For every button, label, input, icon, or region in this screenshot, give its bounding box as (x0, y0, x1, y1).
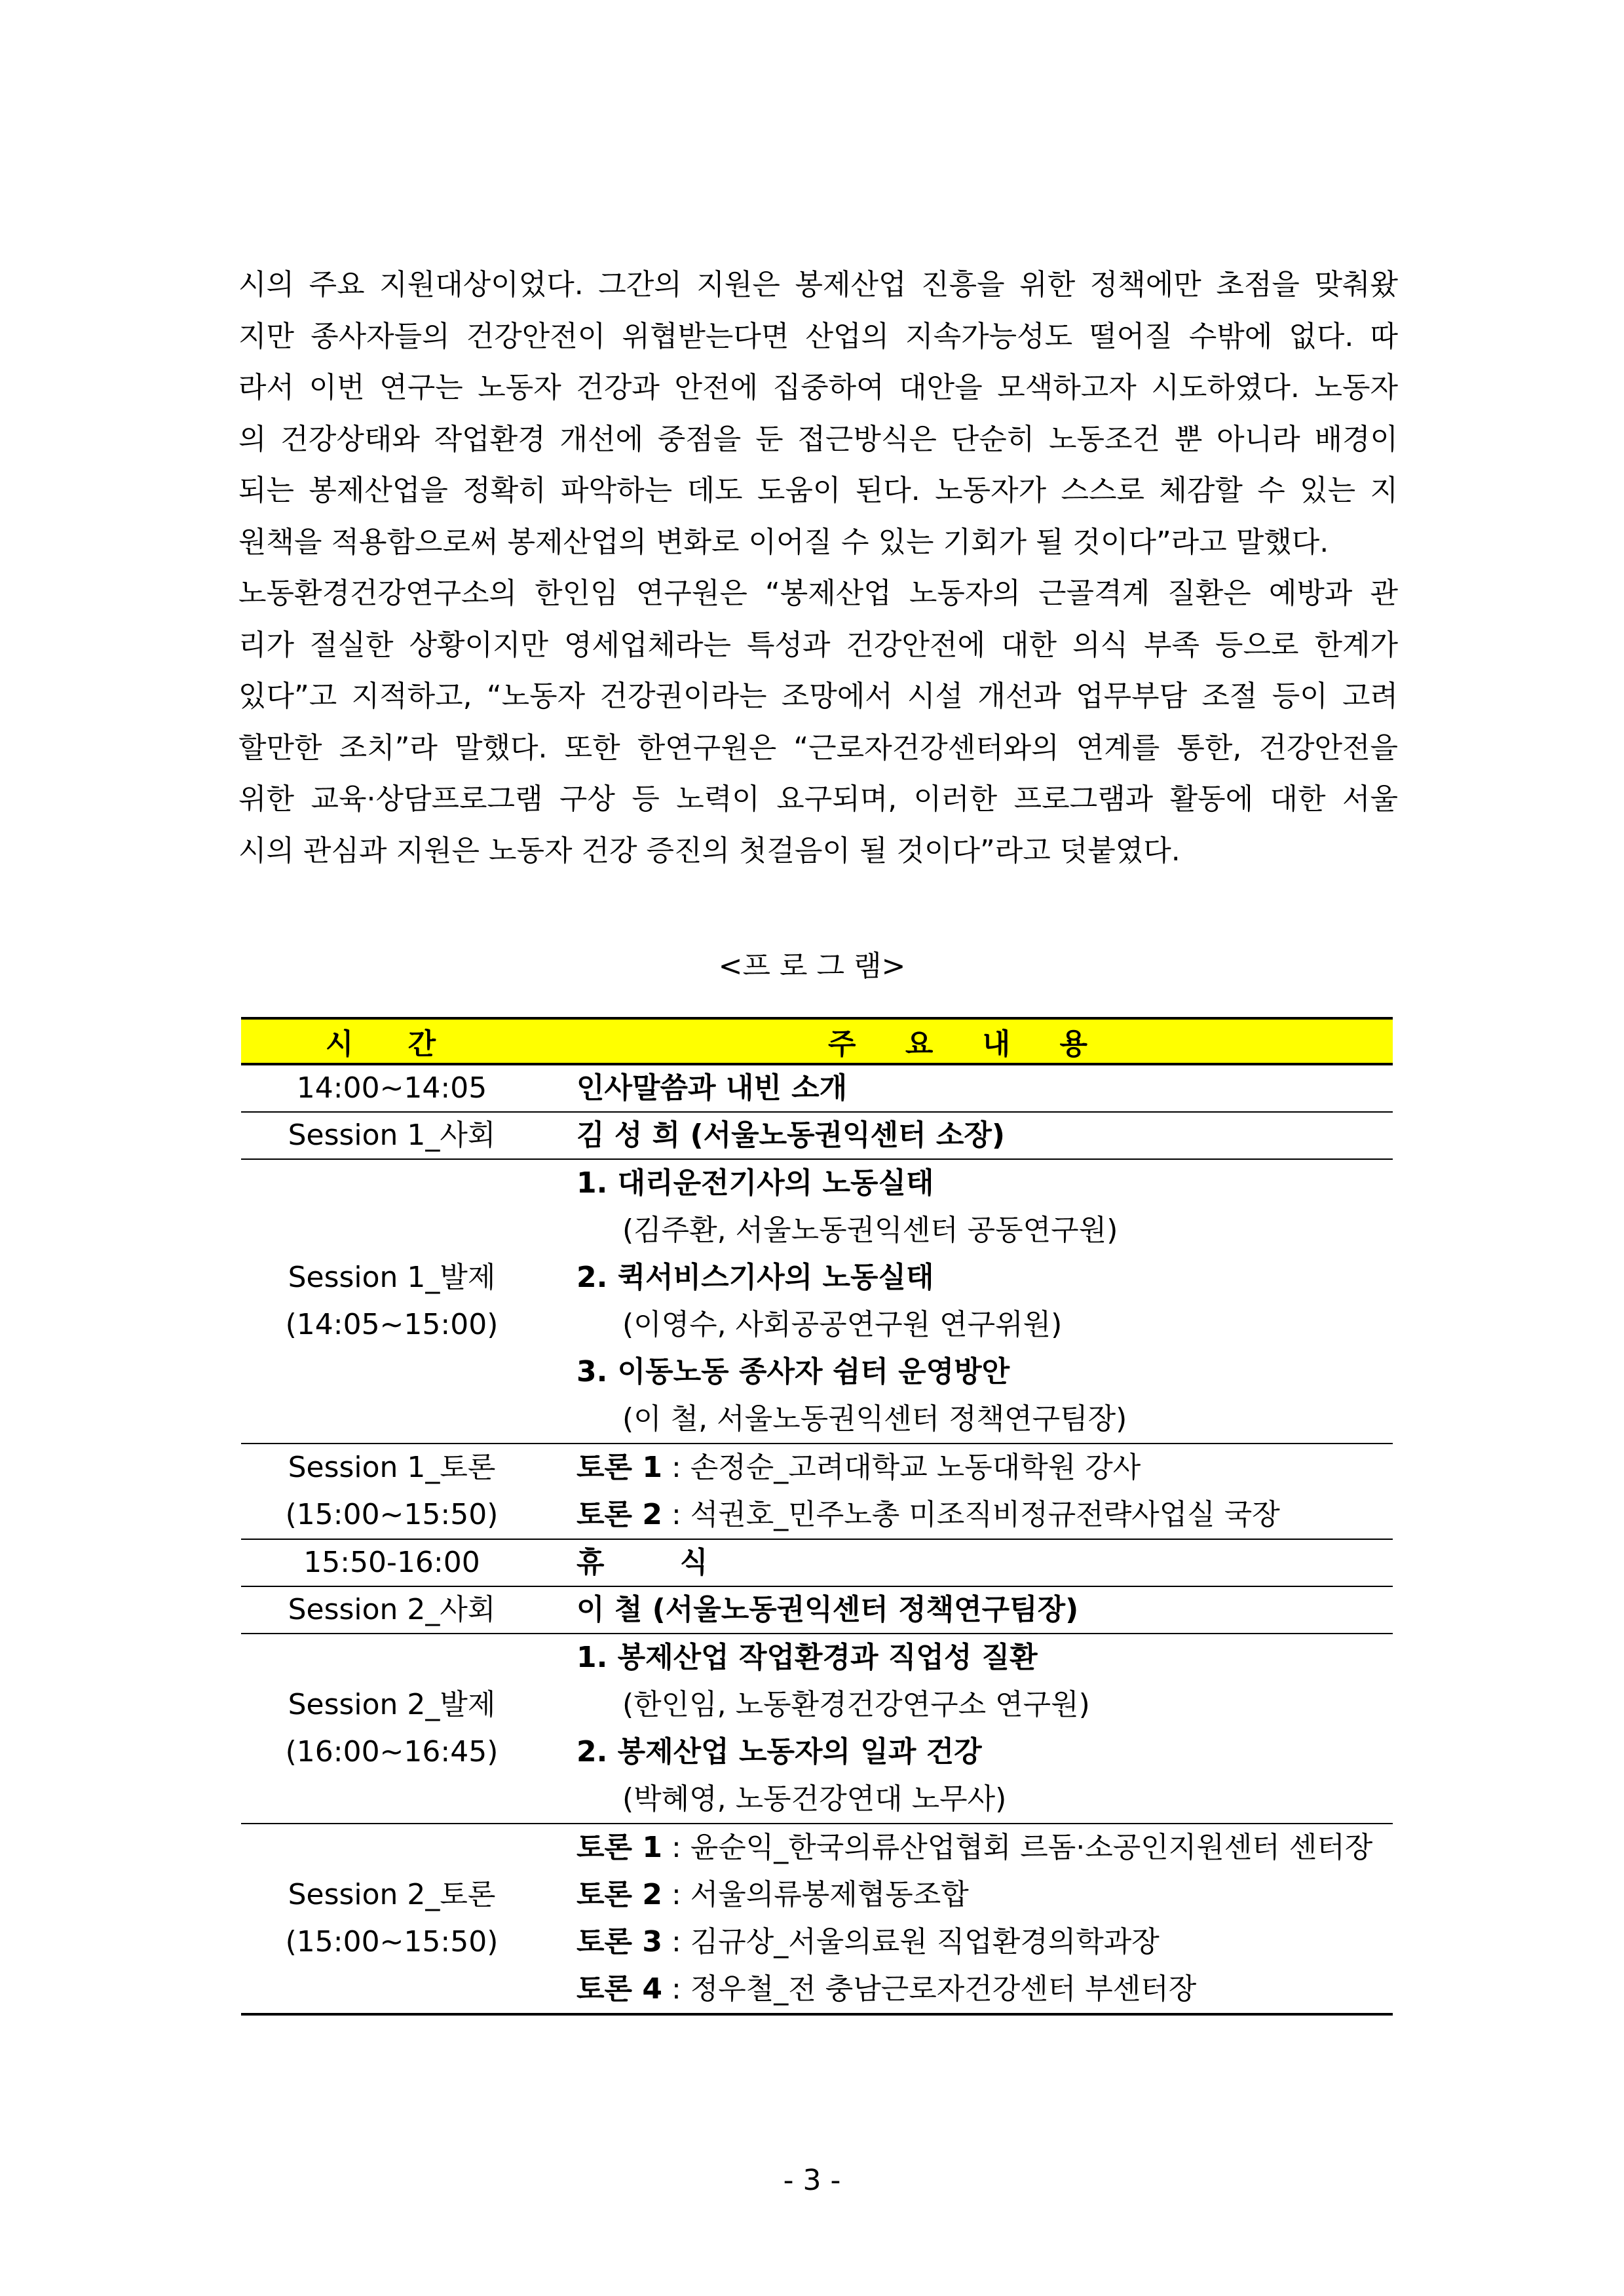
content-line (576, 1871, 1393, 1919)
content-line (576, 1729, 1393, 1776)
content-text: (한인임, 노동환경건강연구소 연구원) (622, 1688, 1090, 1721)
content-text: 인사말씀과 내빈 소개 (576, 1071, 848, 1105)
body-line: 지만 종사자들의 건강안전이 위협받는다면 산업의 지속가능성도 떨어질 수밖에 없다. 따 (238, 319, 1398, 353)
body-line: 되는 봉제산업을 정확히 파악하는 데도 도움이 된다. 노동자가 스스로 체감할 수 있는 지 (238, 474, 1398, 507)
time-text: Session 2_사회 (288, 1593, 496, 1626)
content-cell (542, 1824, 1393, 2014)
header-time: 시 간 (241, 1018, 542, 1064)
time-text: (15:00~15:50) (285, 1498, 499, 1531)
discussion-text: : 윤순익_한국의류산업협회 르돔·소공인지원센터 센터장 (662, 1831, 1373, 1864)
content-text: 휴 식 (576, 1546, 741, 1579)
discussion-label: 토론 1 (576, 1831, 662, 1864)
discussion-label: 토론 2 (576, 1498, 662, 1531)
discussion-label: 토론 4 (576, 1972, 662, 2006)
table-row (241, 1634, 1393, 1824)
content-line (576, 1396, 1393, 1443)
body-line: 원책을 적용함으로써 봉제산업의 변화로 이어질 수 있는 기회가 될 것이다”라고 말했다. (238, 525, 1329, 559)
table-row (241, 1064, 1393, 1112)
content-cell (542, 1586, 1393, 1634)
content-text: (이 철, 서울노동권익센터 정책연구팀장) (622, 1402, 1127, 1436)
program-caption: <프 로 그 램> (718, 949, 906, 983)
content-line (576, 1444, 1393, 1491)
content-line (576, 1207, 1393, 1254)
content-line (576, 1254, 1393, 1301)
content-line (576, 1681, 1393, 1729)
body-text (238, 259, 1398, 877)
body-line: 라서 이번 연구는 노동자 건강과 안전에 집중하여 대안을 모색하고자 시도하였다. 노동자 (238, 371, 1398, 404)
discussion-text: : 서울의류봉제협동조합 (662, 1878, 969, 1911)
content-cell (542, 1112, 1393, 1159)
body-line: 시의 주요 지원대상이었다. 그간의 지원은 봉제산업 진흥을 위한 정책에만 초점을 맞춰왔 (238, 268, 1398, 301)
table-row (241, 1444, 1393, 1539)
content-text: (김주환, 서울노동권익센터 공동연구원) (622, 1214, 1118, 1247)
content-cell (542, 1539, 1393, 1586)
content-cell (542, 1064, 1393, 1112)
body-line: 위한 교육·상담프로그램 구상 등 노력이 요구되며, 이러한 프로그램과 활동에 대한 서울 (238, 782, 1398, 816)
time-text: (15:00~15:50) (285, 1925, 499, 1959)
content-text: 2. 퀵서비스기사의 노동실태 (576, 1261, 934, 1294)
content-cell (542, 1159, 1393, 1444)
time-text: 15:50-16:00 (303, 1546, 480, 1579)
content-line (576, 1776, 1393, 1823)
discussion-text: : 정우철_전 충남근로자건강센터 부센터장 (662, 1972, 1197, 2006)
content-line (576, 1113, 1393, 1158)
content-cell (542, 1444, 1393, 1539)
table-row (241, 1159, 1393, 1444)
discussion-label: 토론 2 (576, 1878, 662, 1911)
content-text: 3. 이동노동 종사자 쉼터 운영방안 (576, 1355, 1010, 1388)
time-text: Session 2_토론 (288, 1878, 496, 1911)
discussion-text: : 김규상_서울의료원 직업환경의학과장 (662, 1925, 1160, 1959)
table-header-row (241, 1018, 1393, 1064)
body-line: 시의 관심과 지원은 노동자 건강 증진의 첫걸음이 될 것이다”라고 덧붙였다. (238, 833, 1180, 868)
time-cell (241, 1824, 542, 2014)
time-cell (241, 1539, 542, 1586)
discussion-label: 토론 1 (576, 1451, 662, 1484)
time-text: Session 1_발제 (288, 1261, 496, 1294)
content-line (576, 1491, 1393, 1539)
content-line (576, 1966, 1393, 2013)
content-text: 1. 대리운전기사의 노동실태 (576, 1166, 934, 1200)
discussion-text: : 손정순_고려대학교 노동대학원 강사 (662, 1451, 1141, 1484)
time-cell (241, 1159, 542, 1444)
body-line: 노동환경건강연구소의 한인임 연구원은 “봉제산업 노동자의 근골격계 질환은 예방과 관 (238, 577, 1398, 610)
content-text: (이영수, 사회공공연구원 연구위원) (622, 1308, 1063, 1341)
page-number: - 3 - (783, 2164, 841, 2197)
body-line: 의 건강상태와 작업환경 개선에 중점을 둔 접근방식은 단순히 노동조건 뿐 아니라 배경이 (238, 422, 1398, 456)
content-text: 김 성 희 (서울노동권익센터 소장) (576, 1119, 1006, 1152)
content-cell (542, 1634, 1393, 1824)
content-line (576, 1587, 1393, 1633)
time-text: Session 1_토론 (288, 1451, 496, 1484)
content-text: 이 철 (서울노동권익센터 정책연구팀장) (576, 1593, 1079, 1626)
header-content: 주 요 내 용 (542, 1018, 1393, 1064)
body-line: 리가 절실한 상황이지만 영세업체라는 특성과 건강안전에 대한 의식 부족 등으로 한계가 (238, 628, 1398, 662)
time-cell (241, 1444, 542, 1539)
table-row (241, 1112, 1393, 1159)
time-cell (241, 1586, 542, 1634)
time-text: Session 1_사회 (288, 1119, 496, 1152)
table-row (241, 1586, 1393, 1634)
time-text: (14:05~15:00) (285, 1308, 499, 1341)
content-text: 1. 봉제산업 작업환경과 직업성 질환 (576, 1641, 1038, 1674)
content-text: (박혜영, 노동건강연대 노무사) (622, 1782, 1007, 1816)
body-line: 있다”고 지적하고, “노동자 건강권이라는 조망에서 시설 개선과 업무부담 조절 등이 고려 (238, 679, 1398, 713)
discussion-label: 토론 3 (576, 1925, 662, 1959)
table-row (241, 1539, 1393, 1586)
content-line (576, 1160, 1393, 1207)
content-line (576, 1824, 1393, 1871)
time-cell (241, 1634, 542, 1824)
time-cell (241, 1112, 542, 1159)
program-table (241, 1017, 1393, 2016)
time-text: (16:00~16:45) (285, 1735, 499, 1769)
discussion-text: : 석권호_민주노총 미조직비정규전략사업실 국장 (662, 1498, 1280, 1531)
body-line: 할만한 조치”라 말했다. 또한 한연구원은 “근로자건강센터와의 연계를 통한, 건강안전을 (238, 731, 1398, 765)
content-text: 2. 봉제산업 노동자의 일과 건강 (576, 1735, 982, 1769)
table-row (241, 1824, 1393, 2014)
content-line (576, 1349, 1393, 1396)
time-text: 14:00~14:05 (296, 1071, 487, 1105)
content-line (576, 1540, 1393, 1586)
time-cell (241, 1064, 542, 1112)
content-line (576, 1919, 1393, 1966)
content-line (576, 1301, 1393, 1349)
content-line (576, 1065, 1393, 1111)
time-text: Session 2_발제 (288, 1688, 496, 1721)
content-line (576, 1634, 1393, 1681)
